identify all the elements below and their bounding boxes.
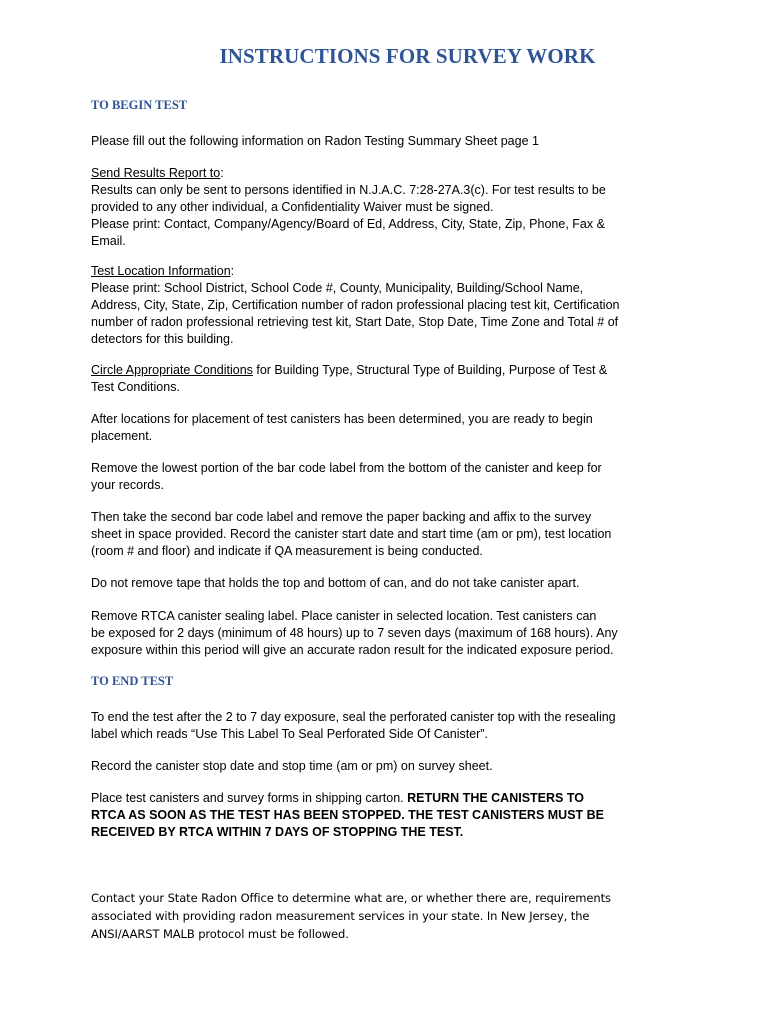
section-heading-end: TO END TEST <box>91 674 174 688</box>
location-info-line: number of radon professional retrieving test kit, Start Date, Stop Date, Time Zone and Total # of <box>91 315 619 329</box>
sealing-label-line: be exposed for 2 days (minimum of 48 hours) up to 7 seven days (maximum of 168 hours). Any <box>91 626 618 640</box>
end-test-line: To end the test after the 2 to 7 day exposure, seal the perforated canister top with the resealing <box>91 710 616 724</box>
record-stop-line: Record the canister stop date and stop time (am or pm) on survey sheet. <box>91 759 493 773</box>
end-test-line: label which reads “Use This Label To Seal Perforated Side Of Canister”. <box>91 727 488 741</box>
send-results-line: Email. <box>91 234 126 248</box>
intro-text: Please fill out the following information on Radon Testing Summary Sheet page 1 <box>91 134 539 148</box>
second-label-line: sheet in space provided. Record the canister start date and start time (am or pm), test location <box>91 527 612 541</box>
sealing-label-line: exposure within this period will give an accurate radon result for the indicated exposure period. <box>91 643 614 657</box>
state-office-line: Contact your State Radon Office to determine what are, or whether there are, requirements <box>91 891 611 905</box>
placement-line: placement. <box>91 429 153 443</box>
record-stop-paragraph <box>91 758 691 775</box>
conditions-label: Circle Appropriate Conditions <box>91 363 253 377</box>
location-info-line: detectors for this building. <box>91 332 234 346</box>
send-results-line: Please print: Contact, Company/Agency/Board of Ed, Address, City, State, Zip, Phone, Fax & <box>91 217 605 231</box>
tape-line: Do not remove tape that holds the top and bottom of can, and do not take canister apart. <box>91 576 580 590</box>
send-results-colon: : <box>220 166 224 180</box>
shipping-bold-line: RTCA AS SOON AS THE TEST HAS BEEN STOPPED. THE TEST CANISTERS MUST BE <box>91 808 605 822</box>
intro-paragraph <box>91 133 691 150</box>
send-results-label: Send Results Report to <box>91 166 221 180</box>
location-info-colon: : <box>230 264 235 278</box>
conditions-line <box>91 362 691 379</box>
location-info-line: Address, City, State, Zip, Certification number of radon professional placing test kit, Certification <box>91 298 620 312</box>
end-test-paragraph <box>91 709 691 743</box>
send-results-label-line <box>91 165 691 182</box>
barcode-line: your records. <box>91 478 164 492</box>
conditions-text: for Building Type, Structural Type of Building, Purpose of Test & <box>252 363 608 377</box>
second-label-line: Then take the second bar code label and remove the paper backing and affix to the survey <box>91 510 592 524</box>
sealing-label-line: Remove RTCA canister sealing label. Place canister in selected location. Test canisters can <box>91 609 597 623</box>
state-office-line: associated with providing radon measurement services in your state. In New Jersey, the <box>91 909 590 923</box>
placement-paragraph <box>91 411 691 445</box>
shipping-bold-text: RETURN THE CANISTERS TO <box>407 791 584 805</box>
shipping-paragraph <box>91 790 691 841</box>
barcode-paragraph <box>91 460 691 494</box>
conditions-line: Test Conditions. <box>91 380 180 394</box>
location-info-paragraph <box>91 263 691 348</box>
shipping-line <box>91 790 691 807</box>
send-results-line: provided to any other individual, a Confidentiality Waiver must be signed. <box>91 200 494 214</box>
tape-paragraph <box>91 575 691 592</box>
second-label-line: (room # and floor) and indicate if QA measurement is being conducted. <box>91 544 483 558</box>
send-results-line: Results can only be sent to persons identified in N.J.A.C. 7:28-27A.3(c). For test results to be <box>91 183 606 197</box>
location-info-line: Please print: School District, School Code #, County, Municipality, Building/School Name, <box>91 281 584 295</box>
placement-line: After locations for placement of test canisters has been determined, you are ready to begin <box>91 412 593 426</box>
shipping-bold-line: RECEIVED BY RTCA WITHIN 7 DAYS OF STOPPING THE TEST. <box>91 825 464 839</box>
state-office-line: ANSI/AARST MALB protocol must be followed. <box>91 927 349 941</box>
conditions-paragraph <box>91 362 691 396</box>
section-heading-begin: TO BEGIN TEST <box>91 98 188 112</box>
send-results-paragraph <box>91 165 691 250</box>
barcode-line: Remove the lowest portion of the bar code label from the bottom of the canister and keep for <box>91 461 602 475</box>
location-label-line <box>91 263 691 280</box>
location-info-label: Test Location Information <box>91 264 231 278</box>
state-office-paragraph <box>91 889 691 943</box>
shipping-text: Place test canisters and survey forms in shipping carton. <box>91 791 408 805</box>
sealing-label-paragraph <box>91 608 691 659</box>
page-title: INSTRUCTIONS FOR SURVEY WORK <box>219 44 596 68</box>
second-label-paragraph <box>91 509 691 560</box>
